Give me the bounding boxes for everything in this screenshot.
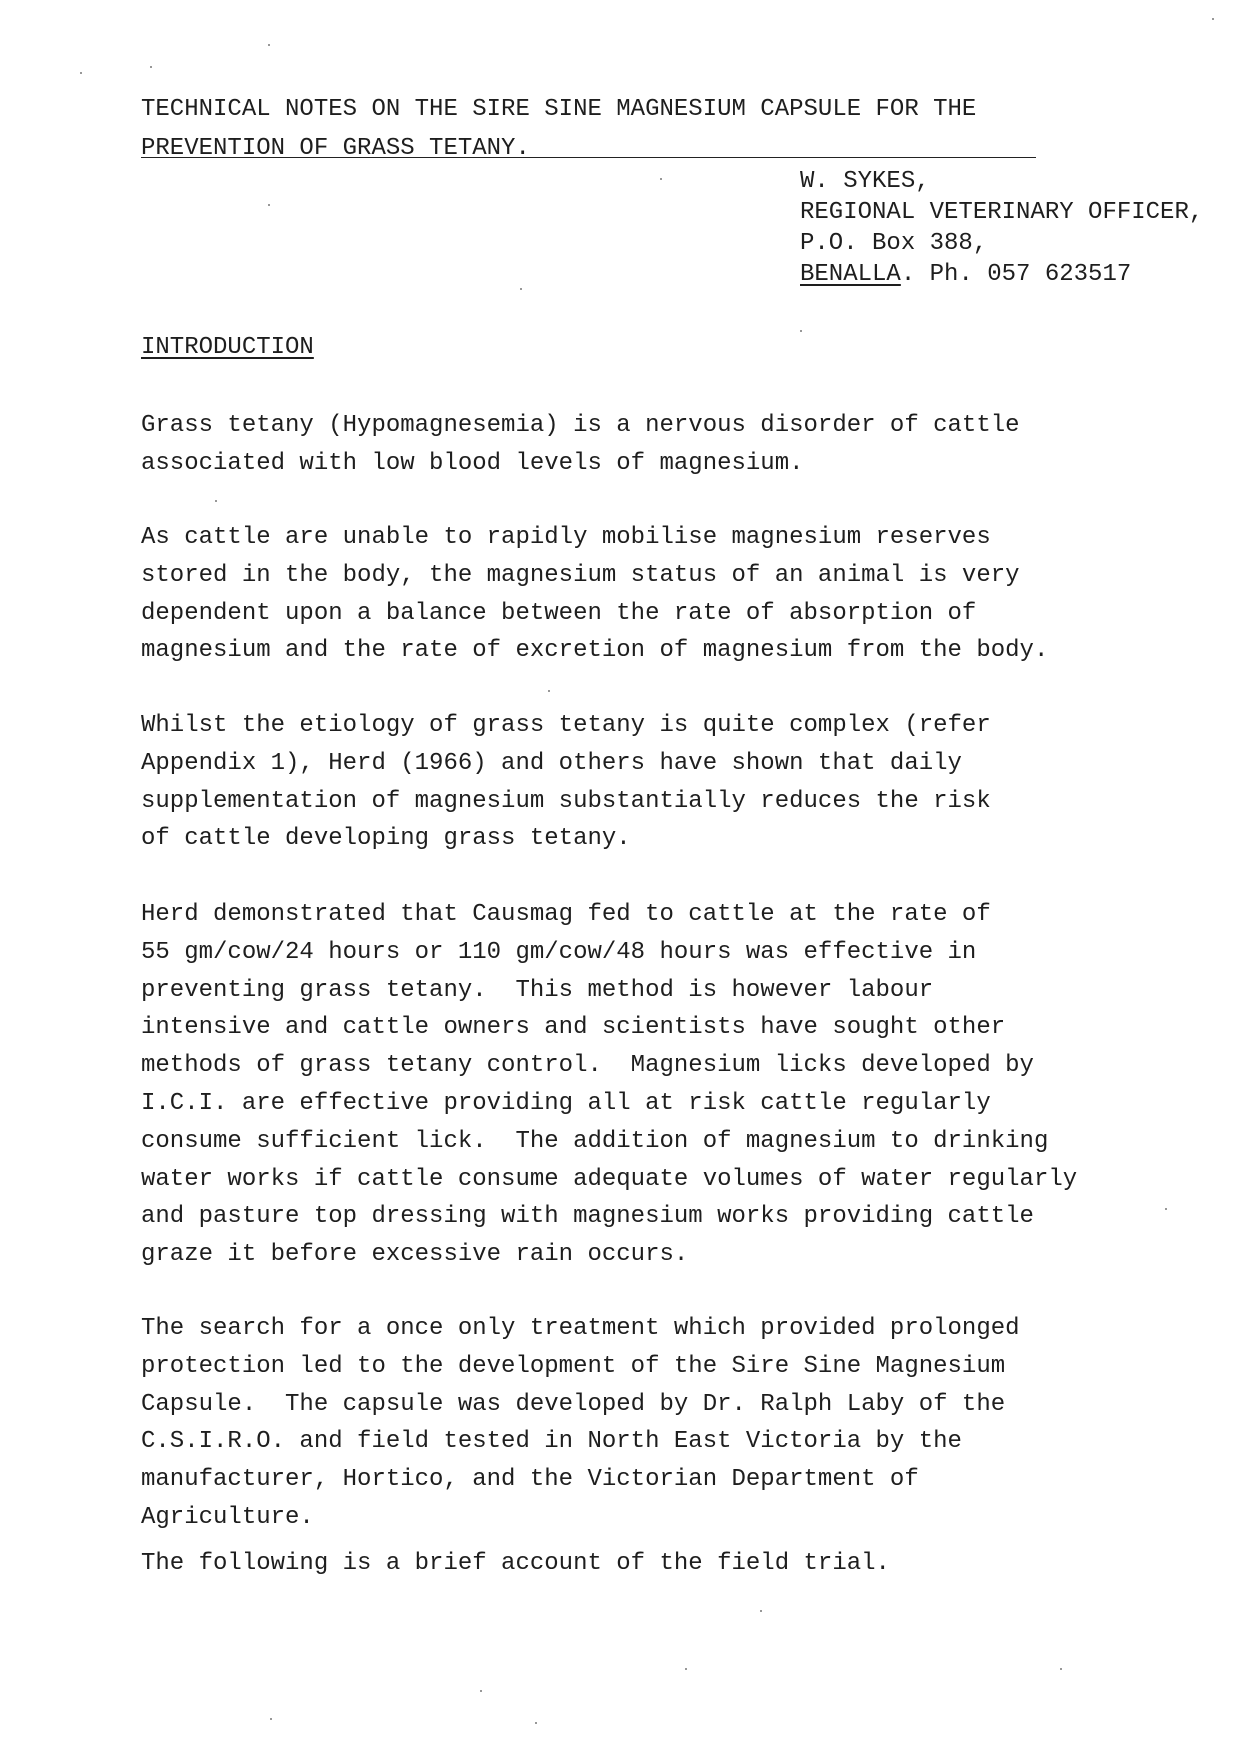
paragraph-line: intensive and cattle owners and scientists have sought other <box>141 1014 1006 1042</box>
scan-speck <box>480 1690 482 1692</box>
paragraph-line: The search for a once only treatment which provided prolonged <box>141 1315 1020 1342</box>
scan-speck <box>1060 1668 1062 1670</box>
paragraph-line: I.C.I. are effective providing all at risk cattle regularly <box>141 1089 991 1117</box>
scan-speck <box>215 500 217 502</box>
paragraph-line: stored in the body, the magnesium status of an animal is very <box>141 561 1020 589</box>
author-position: REGIONAL VETERINARY OFFICER, <box>800 199 1204 226</box>
paragraph-4 <box>141 896 1141 1274</box>
paragraph-line: preventing grass tetany. This method is however labour <box>141 976 934 1004</box>
paragraph-line: of cattle developing grass tetany. <box>141 825 631 853</box>
author-phone: . Ph. 057 623517 <box>900 261 1132 288</box>
paragraph-line: and pasture top dressing with magnesium works providing cattle <box>141 1203 1034 1231</box>
paragraph-line: graze it before excessive rain occurs. <box>141 1241 689 1269</box>
author-name: W. SYKES, <box>800 168 930 195</box>
author-town-phone <box>800 259 1203 290</box>
author-town: BENALLA <box>800 261 901 288</box>
paragraph-line: Whilst the etiology of grass tetany is quite complex (refer <box>141 712 991 739</box>
scan-speck <box>268 204 270 206</box>
paragraph-line: Capsule. The capsule was developed by Dr. Ralph Laby of the <box>141 1390 1006 1418</box>
scan-speck <box>268 44 270 46</box>
paragraph-line: Grass tetany (Hypomagnesemia) is a nervous disorder of cattle <box>141 412 1020 439</box>
scan-speck <box>1165 1208 1167 1210</box>
paragraph-6 <box>141 1545 1141 1583</box>
author-po-box: P.O. Box 388, <box>800 230 988 257</box>
scan-speck <box>150 66 152 68</box>
paragraph-line: supplementation of magnesium substantially reduces the risk <box>141 787 991 815</box>
paragraph-line: magnesium and the rate of excretion of magnesium from the body. <box>141 637 1049 665</box>
paragraph-line: dependent upon a balance between the rate of absorption of <box>141 599 977 627</box>
paragraph-3 <box>141 707 1141 858</box>
author-address-block <box>800 166 1203 290</box>
title-line-2: PREVENTION OF GRASS TETANY. <box>141 135 530 162</box>
scan-speck <box>80 72 82 74</box>
paragraph-2 <box>141 519 1141 670</box>
paragraph-line: protection led to the development of the Sire Sine Magnesium <box>141 1352 1006 1380</box>
paragraph-line: consume sufficient lick. The addition of magnesium to drinking <box>141 1127 1049 1155</box>
title-line-1: TECHNICAL NOTES ON THE SIRE SINE MAGNESIUM CAPSULE FOR THE <box>141 96 977 123</box>
scan-speck <box>685 1668 687 1670</box>
paragraph-line: methods of grass tetany control. Magnesium licks developed by <box>141 1052 1034 1080</box>
scan-speck <box>535 1722 537 1724</box>
title-underline <box>141 157 1036 158</box>
paragraph-line: water works if cattle consume adequate volumes of water regularly <box>141 1165 1078 1193</box>
scan-speck <box>520 288 522 290</box>
paragraph-line: Agriculture. <box>141 1503 314 1531</box>
scan-speck <box>800 330 802 332</box>
paragraph-line: manufacturer, Hortico, and the Victorian Department of <box>141 1466 919 1494</box>
paragraph-1 <box>141 407 1141 483</box>
scan-speck <box>760 1610 762 1612</box>
paragraph-line: C.S.I.R.O. and field tested in North East Victoria by the <box>141 1428 962 1456</box>
paragraph-line: 55 gm/cow/24 hours or 110 gm/cow/48 hours was effective in <box>141 938 977 966</box>
paragraph-line: The following is a brief account of the field trial. <box>141 1550 890 1577</box>
section-heading-introduction: INTRODUCTION <box>141 334 314 361</box>
scan-speck <box>1212 18 1214 20</box>
paragraph-line: associated with low blood levels of magnesium. <box>141 449 804 477</box>
scan-speck <box>270 1718 272 1720</box>
paragraph-line: Appendix 1), Herd (1966) and others have shown that daily <box>141 749 962 777</box>
paragraph-line: Herd demonstrated that Causmag fed to cattle at the rate of <box>141 901 991 928</box>
paragraph-line: As cattle are unable to rapidly mobilise magnesium reserves <box>141 524 991 551</box>
scan-speck <box>660 178 662 180</box>
scan-speck <box>548 690 550 692</box>
paragraph-5 <box>141 1310 1141 1537</box>
